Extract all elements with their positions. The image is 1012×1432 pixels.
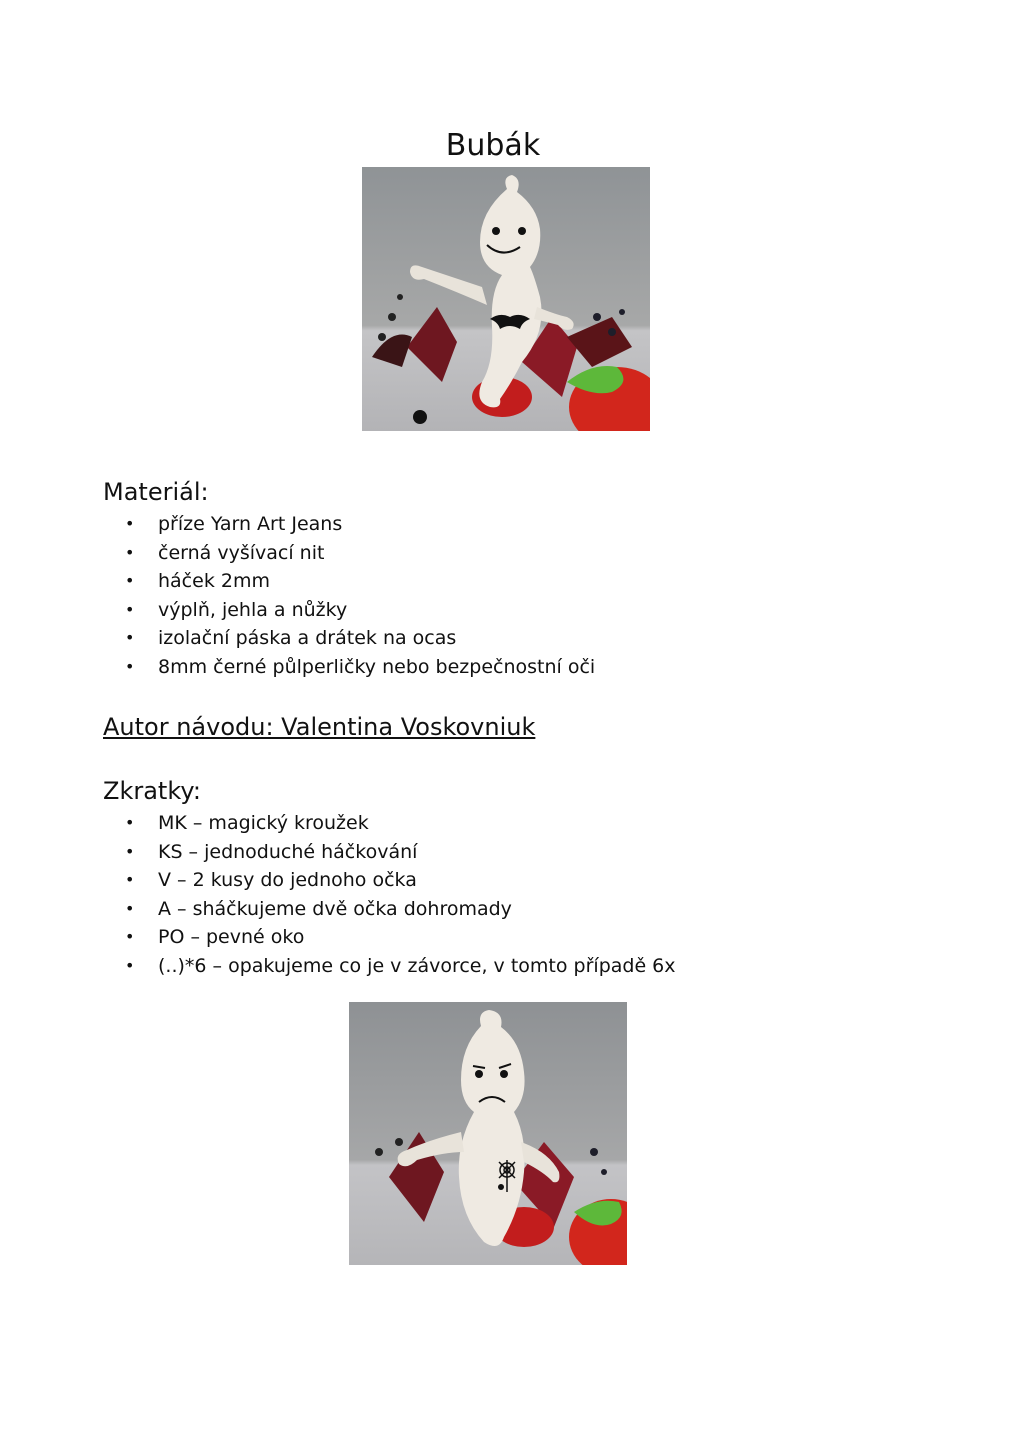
list-item: • V – 2 kusy do jednoho očka xyxy=(125,869,417,891)
list-item: • KS – jednoduché háčkování xyxy=(125,840,418,863)
list-item: • výplň, jehla a nůžky xyxy=(125,598,348,621)
abbreviations-list xyxy=(103,809,676,980)
list-item: • černá vyšívací nit xyxy=(125,541,325,564)
abbreviations-heading: Zkratky: xyxy=(103,777,201,805)
materials-list xyxy=(103,510,595,681)
list-item: • MK – magický kroužek xyxy=(125,812,369,834)
ghost-photo-happy xyxy=(362,167,650,431)
list-item: • háček 2mm xyxy=(125,570,270,592)
list-item: • A – sháčkujeme dvě očka dohromady xyxy=(125,897,512,920)
list-item: • příze Yarn Art Jeans xyxy=(125,513,343,535)
page-title: Bubák xyxy=(445,128,541,163)
materials-heading: Materiál: xyxy=(103,478,209,506)
author-link[interactable]: Autor návodu: Valentina Voskovniuk xyxy=(103,713,536,741)
list-item: • izolační páska a drátek na ocas xyxy=(125,627,457,649)
list-item: • PO – pevné oko xyxy=(125,926,305,948)
list-item: • 8mm černé půlperličky nebo bezpečnostní oči xyxy=(125,655,596,678)
ghost-photo-sad xyxy=(349,1002,627,1265)
list-item: • (..)*6 – opakujeme co je v závorce, v tomto případě 6x xyxy=(125,954,676,977)
